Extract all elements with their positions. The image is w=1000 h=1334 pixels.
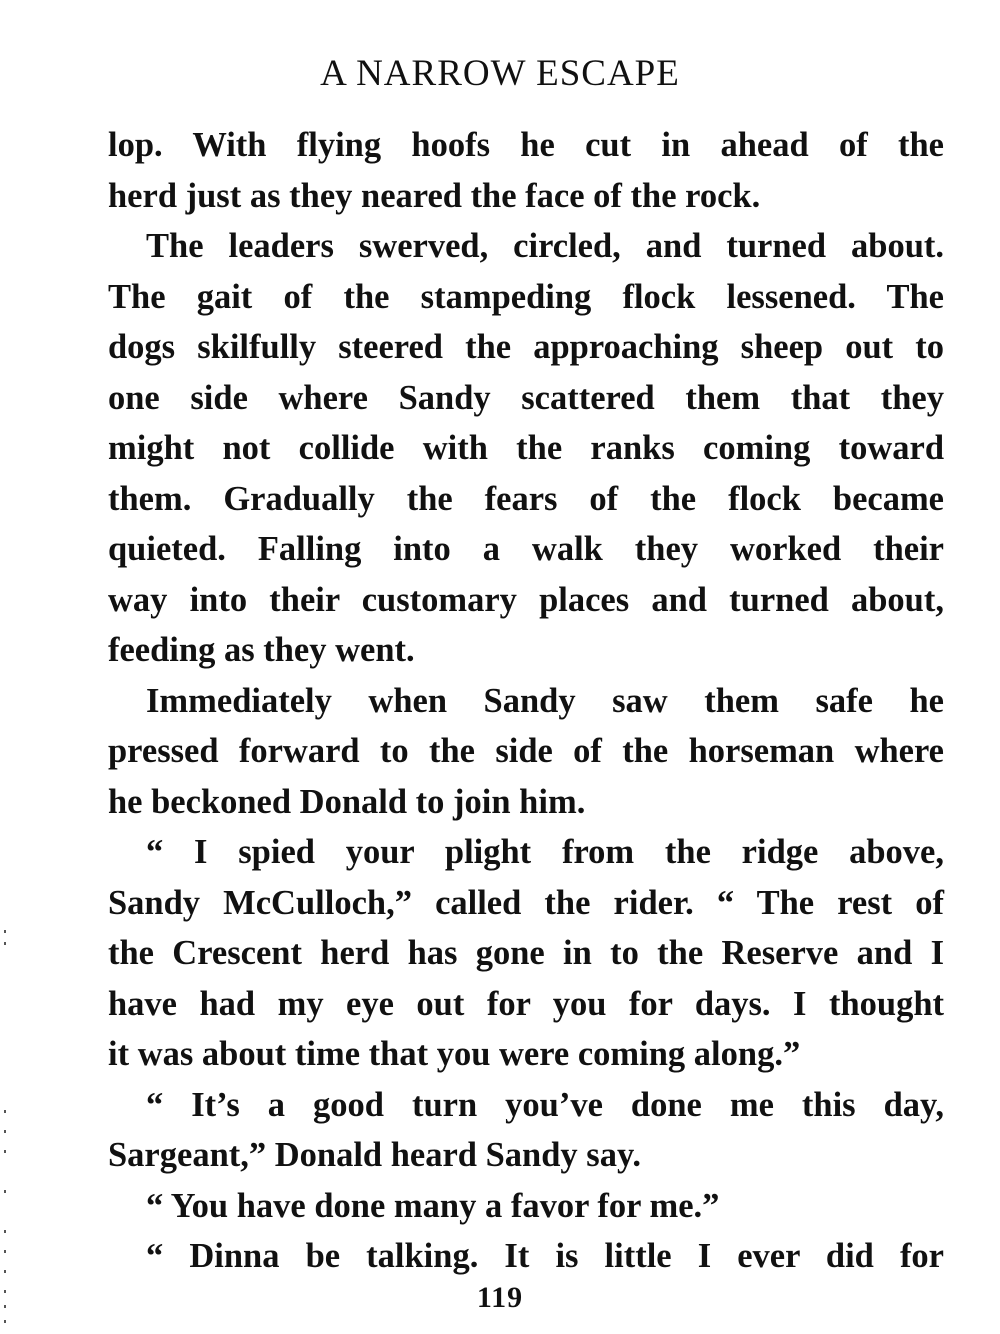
text-line: Sargeant,” Donald heard Sandy say. xyxy=(108,1136,641,1174)
text-line: have had my eye out for you for days. I thought xyxy=(108,984,944,1023)
text-line: quieted. Falling into a walk they worked their xyxy=(108,530,944,568)
text-line: herd just as they neared the face of the rock. xyxy=(108,176,761,215)
text-line: the Crescent herd has gone in to the Reserve and I xyxy=(108,934,944,972)
text-line: The leaders swerved, circled, and turned about. xyxy=(146,227,944,265)
text-line: it was about time that you were coming along.” xyxy=(108,1035,801,1073)
text-line: he beckoned Donald to join him. xyxy=(108,782,586,821)
text-line: Sandy McCulloch,” called the rider. “ The rest of xyxy=(108,883,944,922)
text-line: lop. With flying hoofs he cut in ahead of the xyxy=(108,126,944,164)
text-line: feeding as they went. xyxy=(108,631,415,669)
text-line: “ I spied your plight from the ridge above, xyxy=(146,833,944,871)
running-head: A NARROW ESCAPE xyxy=(320,53,680,94)
page-number: 119 xyxy=(476,1281,524,1314)
text-line: one side where Sandy scattered them that they xyxy=(108,378,944,417)
text-line: “ It’s a good turn you’ve done me this day, xyxy=(146,1085,944,1124)
text-line: pressed forward to the side of the horseman where xyxy=(108,732,944,770)
text-line: “ Dinna be talking. It is little I ever did for xyxy=(146,1237,944,1275)
text-line: way into their customary places and turned about, xyxy=(108,580,944,619)
text-line: “ You have done many a favor for me.” xyxy=(146,1186,720,1225)
text-line: them. Gradually the fears of the flock became xyxy=(108,479,944,518)
body-text xyxy=(108,120,944,1282)
text-line: The gait of the stampeding flock lessened. The xyxy=(108,277,944,316)
text-line: might not collide with the ranks coming toward xyxy=(108,429,944,467)
text-line: Immediately when Sandy saw them safe he xyxy=(146,681,944,720)
scan-edge-marks xyxy=(4,930,10,1330)
text-line: dogs skilfully steered the approaching sheep out to xyxy=(108,328,944,366)
